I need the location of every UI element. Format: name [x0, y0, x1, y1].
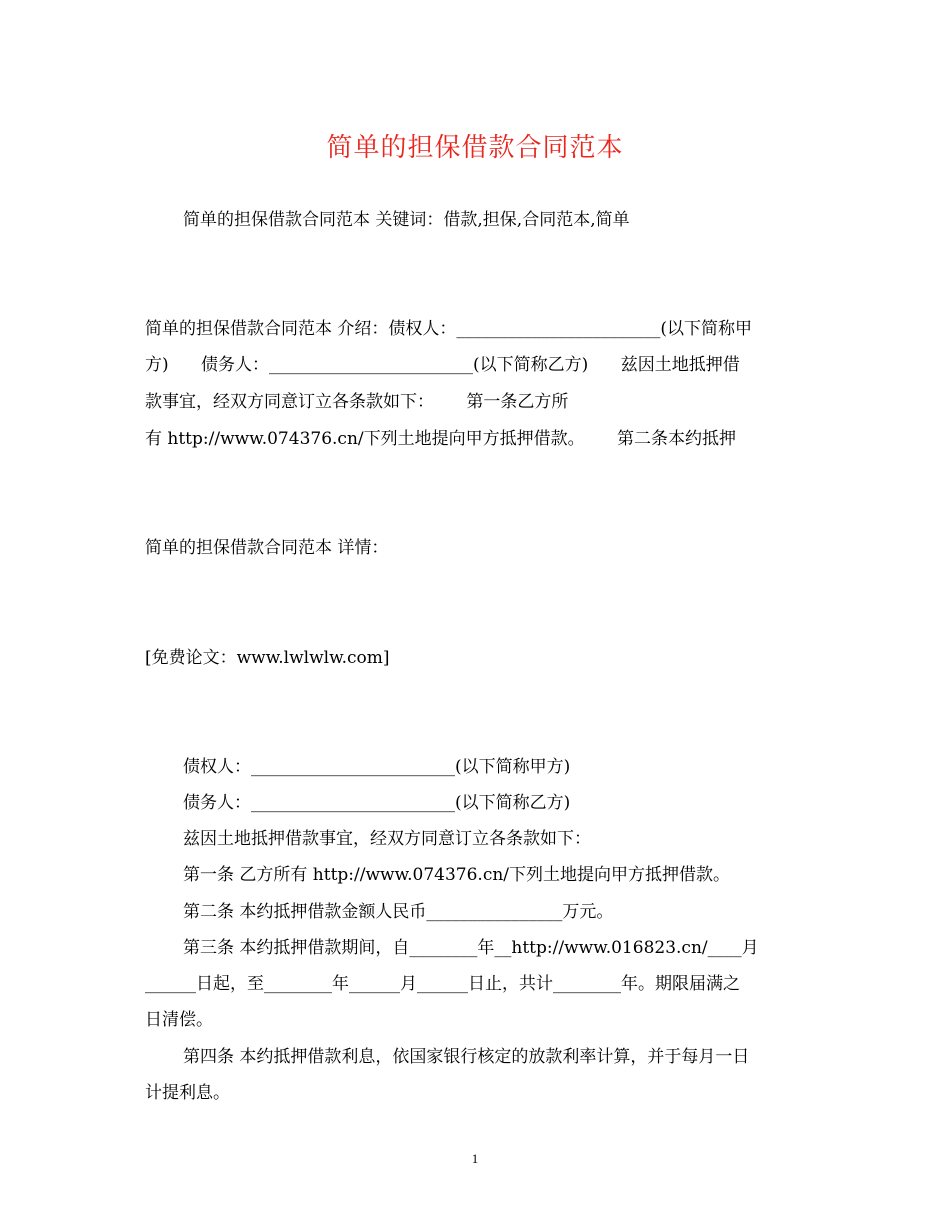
creditor-line: 债权人：________________________(以下简称甲方) [183, 757, 571, 777]
article-3-line-2: ______日起，至________年______月______日止，共计________年。期限届满之 [145, 974, 740, 994]
free-paper-link: [免费论文：www.lwlwlw.com] [145, 648, 390, 668]
details-heading: 简单的担保借款合同范本 详情： [145, 538, 389, 558]
article-4-line-1: 第四条 本约抵押借款利息，依国家银行核定的放款利率计算，并于每月一日 [183, 1047, 750, 1067]
preamble-line: 兹因土地抵押借款事宜，经双方同意订立各条款如下： [183, 829, 591, 849]
keywords-line: 简单的担保借款合同范本 关键词：借款,担保,合同范本,简单 [183, 210, 630, 230]
intro-line-3: 款事宜，经双方同意订立各条款如下： 第一条乙方所 [145, 392, 569, 412]
article-1: 第一条 乙方所有 http://www.074376.cn/下列土地提向甲方抵押借款。 [183, 865, 731, 885]
article-4-line-2: 计提利息。 [145, 1083, 230, 1103]
debtor-line: 债务人：________________________(以下简称乙方) [183, 793, 571, 813]
article-3-line-3: 日清偿。 [145, 1010, 213, 1030]
article-2: 第二条 本约抵押借款金额人民币________________万元。 [183, 902, 614, 922]
article-3-line-1: 第三条 本约抵押借款期间，自________年__http://www.016823.cn/____月 [183, 938, 759, 958]
page-number: 1 [471, 1151, 479, 1166]
document-title: 简单的担保借款合同范本 [326, 133, 624, 163]
intro-line-2: 方) 债务人：________________________(以下简称乙方) 兹因土地抵押借 [145, 355, 740, 375]
intro-line-1: 简单的担保借款合同范本 介绍：债权人：________________________(以下简称甲 [145, 319, 753, 339]
intro-line-4: 有 http://www.074376.cn/下列土地提向甲方抵押借款。 第二条本约抵押 [145, 429, 737, 449]
